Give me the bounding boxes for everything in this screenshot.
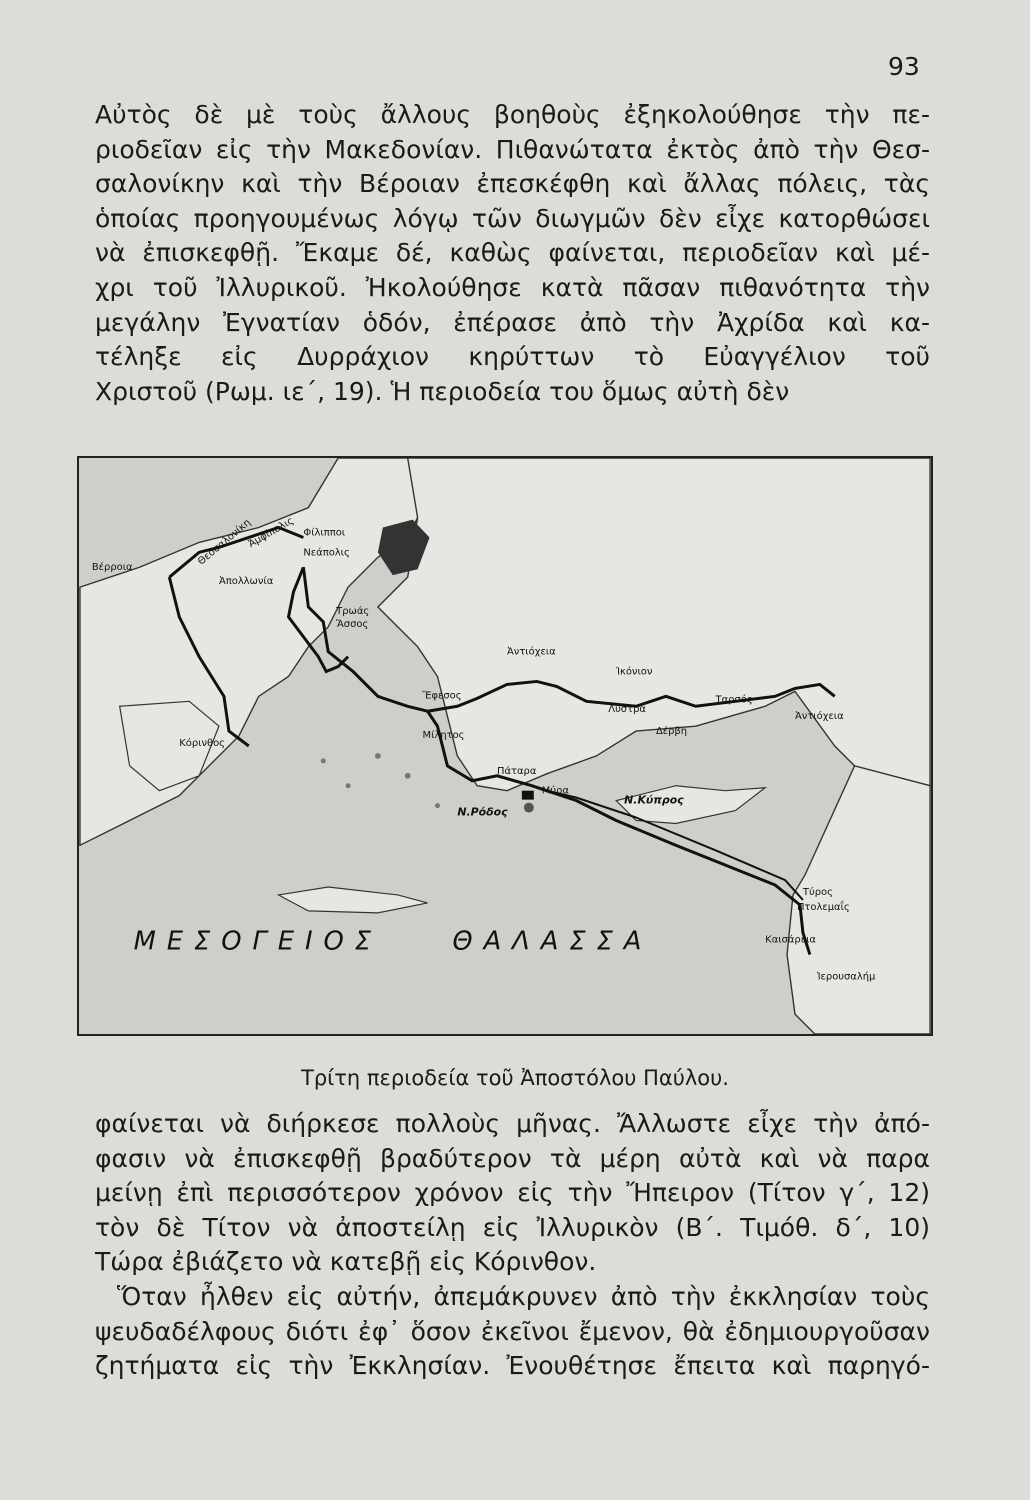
text-line: τὸν δὲ Τίτον νὰ ἀποστείλῃ εἰς Ἰλλυρικὸν (Β΄. Τιμόθ. δ΄, 10): [95, 1212, 930, 1242]
text-line: τέληξε εἰς Δυρράχιον κηρύττων τὸ Εὐαγγέλιον τοῦ: [95, 342, 930, 372]
sea-label-thalassa: ΘΑΛΑΣΣΑ: [452, 926, 653, 957]
label-antiocheia-syria: Ἀντιόχεια: [794, 711, 844, 723]
label-troas: Τρωάς: [336, 605, 370, 617]
journey-map: [77, 456, 933, 1036]
text-line: μείνῃ ἐπὶ περισσότερον χρόνον εἰς τὴν Ἤπειρον (Τίτον γ΄, 12): [95, 1178, 930, 1208]
island: [321, 758, 326, 763]
text-line: ψευδαδέλφους διότι ἐφ᾿ ὅσον ἐκεῖνοι ἔμενον, θὰ ἐδημιουργοῦσαν: [95, 1316, 930, 1346]
text-line: Χριστοῦ (Ρωμ. ιε΄, 19). Ἡ περιοδεία του ὅμως αὐτὴ δὲν: [95, 376, 790, 406]
label-assos: Ἄσσος: [336, 618, 369, 630]
sea-label-mesogeios: ΜΕΣΟΓΕΙΟΣ: [133, 926, 383, 957]
label-myra: Μύρα: [541, 785, 569, 797]
label-ephesos: Ἔφεσος: [422, 690, 462, 702]
label-tarsos: Ταρσός: [715, 694, 753, 706]
text-line: σαλονίκην καὶ τὴν Βέροιαν ἐπεσκέφθη καὶ ἄλλας πόλεις, τὰς: [95, 169, 930, 199]
label-rhodos: Ν.Ρόδος: [457, 805, 508, 819]
label-thessalonike: Θεσσαλονίκη: [195, 517, 254, 568]
label-ierousalem: Ἱερουσαλήμ: [816, 971, 876, 983]
paragraph-bottom: [95, 1107, 930, 1384]
island-rhodes: [524, 803, 534, 813]
label-neapolis: Νεάπολις: [303, 547, 350, 559]
text-line: Αὐτὸς δὲ μὲ τοὺς ἄλλους βοηθοὺς ἐξηκολούθησε τὴν πε-: [95, 100, 930, 129]
island: [375, 753, 381, 759]
label-kypros: Ν.Κύπρος: [624, 793, 684, 807]
label-lystra: Λύστρα: [608, 704, 646, 716]
island: [435, 803, 440, 808]
label-amphipolis: Ἀμφίπολις: [246, 515, 296, 550]
page-number: 93: [888, 52, 920, 81]
text-line: Ὅταν ἦλθεν εἰς αὐτήν, ἀπεμάκρυνεν ἀπὸ τὴν ἐκκλησίαν τοὺς: [117, 1281, 930, 1311]
myra-marker: [522, 791, 534, 800]
text-line: χρι τοῦ Ἰλλυρικοῦ. Ἠκολούθησε κατὰ πᾶσαν πιθανότητα τὴν: [95, 272, 930, 302]
text-line: ζητήματα εἰς τὴν Ἐκκλησίαν. Ἐνουθέτησε ἔπειτα καὶ παρηγό-: [95, 1351, 930, 1381]
paragraph-top: [95, 98, 930, 409]
text-line: μεγάλην Ἐγνατίαν ὁδόν, ἐπέρασε ἀπὸ τὴν Ἀχρίδα καὶ κα-: [95, 307, 930, 337]
island: [346, 783, 351, 788]
label-philippoi: Φίλιπποι: [303, 527, 346, 539]
label-korinthos: Κόρινθος: [179, 738, 226, 749]
label-antiocheia-pisidia: Ἀντιόχεια: [506, 646, 556, 658]
label-ikonion: Ἰκόνιον: [616, 666, 653, 678]
text-line: φαίνεται νὰ διήρκεσε πολλοὺς μῆνας. Ἄλλωστε εἶχε τὴν ἀπό-: [95, 1109, 930, 1138]
text-line: φασιν νὰ ἐπισκεφθῇ βραδύτερον τὰ μέρη αὐτὰ καὶ νὰ παρα: [95, 1143, 930, 1173]
label-kaisareia: Καισάρεια: [765, 934, 816, 946]
label-tyros: Τύρος: [802, 886, 833, 898]
label-patara: Πάταρα: [497, 765, 537, 777]
label-miletos: Μίλητος: [422, 730, 465, 742]
label-apollonia: Ἀπολλωνία: [218, 576, 274, 588]
label-berroia: Βέρροια: [91, 562, 133, 574]
map-caption: Τρίτη περιοδεία τοῦ Ἀποστόλου Παύλου.: [301, 1066, 729, 1090]
label-derbe: Δέρβη: [655, 726, 688, 738]
text-line: ριοδεῖαν εἰς τὴν Μακεδονίαν. Πιθανώτατα ἐκτὸς ἀπὸ τὴν Θεσ-: [95, 134, 930, 164]
text-line: νὰ ἐπισκεφθῇ. Ἔκαμε δέ, καθὼς φαίνεται, περιοδεῖαν καὶ μέ-: [95, 238, 930, 268]
label-ptolemais: Πτολεμαΐς: [796, 901, 850, 913]
text-line: Τώρα ἐβιάζετο νὰ κατεβῇ εἰς Κόρινθον.: [95, 1247, 597, 1277]
island: [405, 773, 411, 779]
text-line: ὁποίας προηγουμένως λόγῳ τῶν διωγμῶν δὲν εἶχε κατορθώσει: [95, 203, 930, 233]
